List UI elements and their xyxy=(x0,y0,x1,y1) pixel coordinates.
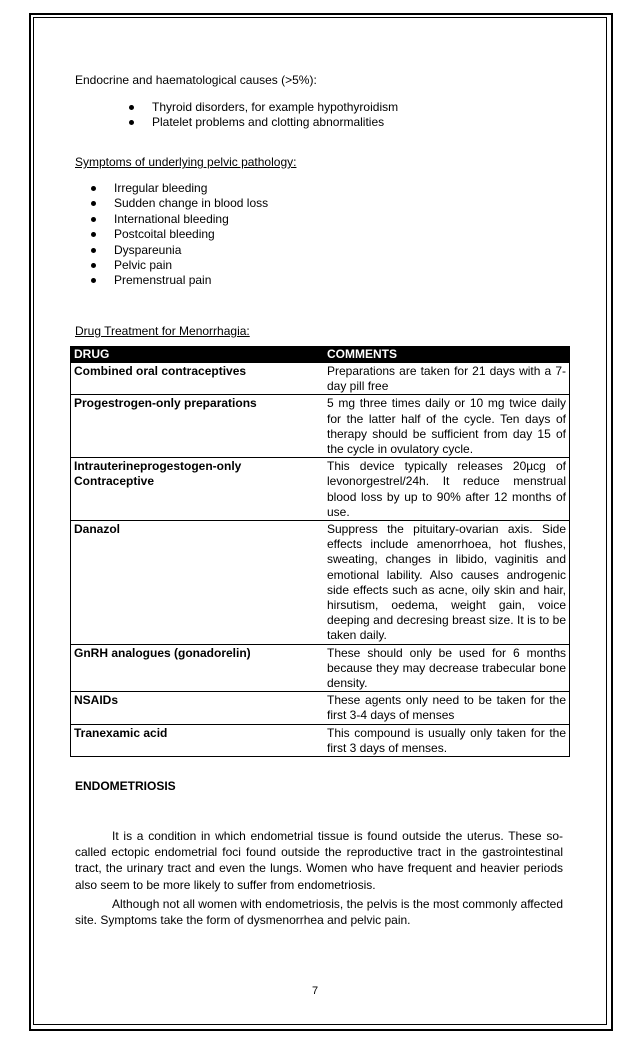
list-item-text: Platelet problems and clotting abnormalities xyxy=(152,115,385,130)
list-item xyxy=(114,212,268,227)
comment-cell: Suppress the pituitary-ovarian axis. Side effects include amenorrhoea, hot flushes, sweating, changes in libido, vaginitis and emotional lability. Also causes androgenic side effects such as acne, oily skin and hair, hirsutism, oedema, weight gain, voice deeping and decresing breast size. It is to be taken daily. xyxy=(324,521,570,645)
list-item-text: Dyspareunia xyxy=(114,242,182,257)
table-header-row xyxy=(71,346,570,363)
endometriosis-paragraph-1: It is a condition in which endometrial tissue is found outside the uterus. These so-called ectopic endometrial foci found outside the reproductive tract in the gastrointestinal tract, the urinary tract and even the lungs. Women who have frequent and heavier periods also seem to be more likely to suffer from endometriosis. xyxy=(75,829,563,892)
comment-cell: 5 mg three times daily or 10 mg twice daily for the latter half of the cycle. Ten days of therapy should be sufficient from day 15 of the cycle in ovulatory cycle. xyxy=(324,395,570,458)
table-row xyxy=(71,644,570,692)
endometriosis-heading: ENDOMETRIOSIS xyxy=(75,779,176,793)
comment-cell: This compound is usually only taken for the first 3 days of menses. xyxy=(324,724,570,756)
table-row xyxy=(71,395,570,458)
list-item xyxy=(152,115,398,130)
drug-cell: Progestrogen-only preparations xyxy=(71,395,325,458)
comment-cell: These agents only need to be taken for the first 3-4 days of menses xyxy=(324,692,570,724)
list-item-text: International bleeding xyxy=(114,211,229,226)
list-item xyxy=(114,273,268,288)
list-item-text: Sudden change in blood loss xyxy=(114,196,269,211)
list-item xyxy=(114,258,268,273)
table-row xyxy=(71,458,570,521)
list-item xyxy=(114,196,268,211)
header-drug: DRUG xyxy=(71,346,325,363)
list-item-text: Premenstrual pain xyxy=(114,273,212,288)
comment-cell: These should only be used for 6 months because they may decrease trabecular bone density. xyxy=(324,644,570,692)
header-comments: COMMENTS xyxy=(324,346,570,363)
list-item xyxy=(114,227,268,242)
comment-cell: Preparations are taken for 21 days with a 7-day pill free xyxy=(324,363,570,395)
list-item xyxy=(114,243,268,258)
table-row xyxy=(71,692,570,724)
drug-cell: Tranexamic acid xyxy=(71,724,325,756)
list-item-text: Pelvic pain xyxy=(114,258,173,273)
drug-cell: Combined oral contraceptives xyxy=(71,363,325,395)
page-number: 7 xyxy=(312,985,319,997)
drug-treatment-heading: Drug Treatment for Menorrhagia: xyxy=(75,324,250,338)
list-item-text: Thyroid disorders, for example hypothyroidism xyxy=(152,100,399,114)
list-item xyxy=(152,100,398,115)
drug-cell: Danazol xyxy=(71,521,325,645)
bullet-icon xyxy=(129,105,134,110)
symptoms-list xyxy=(114,181,268,289)
endocrine-heading: Endocrine and haematological causes (>5%): xyxy=(75,73,317,87)
comment-cell: This device typically releases 20µcg of levonorgestrel/24h. It reduce menstrual blood loss by up to 90% after 12 months of use. xyxy=(324,458,570,521)
drug-cell: Intrauterineprogestogen-only Contraceptive xyxy=(71,458,325,521)
table-row xyxy=(71,363,570,395)
drug-cell: NSAIDs xyxy=(71,692,325,724)
bullet-icon xyxy=(91,186,96,191)
list-item-text: Irregular bleeding xyxy=(114,181,208,195)
table-row xyxy=(71,724,570,756)
bullet-icon xyxy=(91,217,96,222)
bullet-icon xyxy=(91,263,96,268)
drug-table xyxy=(70,346,570,757)
endocrine-list xyxy=(152,100,398,131)
list-item-text: Postcoital bleeding xyxy=(114,227,215,242)
table-row xyxy=(71,521,570,645)
list-item xyxy=(114,181,268,196)
drug-cell: GnRH analogues (gonadorelin) xyxy=(71,644,325,692)
bullet-icon xyxy=(91,248,96,253)
symptoms-heading: Symptoms of underlying pelvic pathology: xyxy=(75,155,297,169)
endometriosis-paragraph-2: Although not all women with endometriosis, the pelvis is the most commonly affected site. Symptoms take the form of dysmenorrhea and pelvic pain. xyxy=(75,897,563,928)
